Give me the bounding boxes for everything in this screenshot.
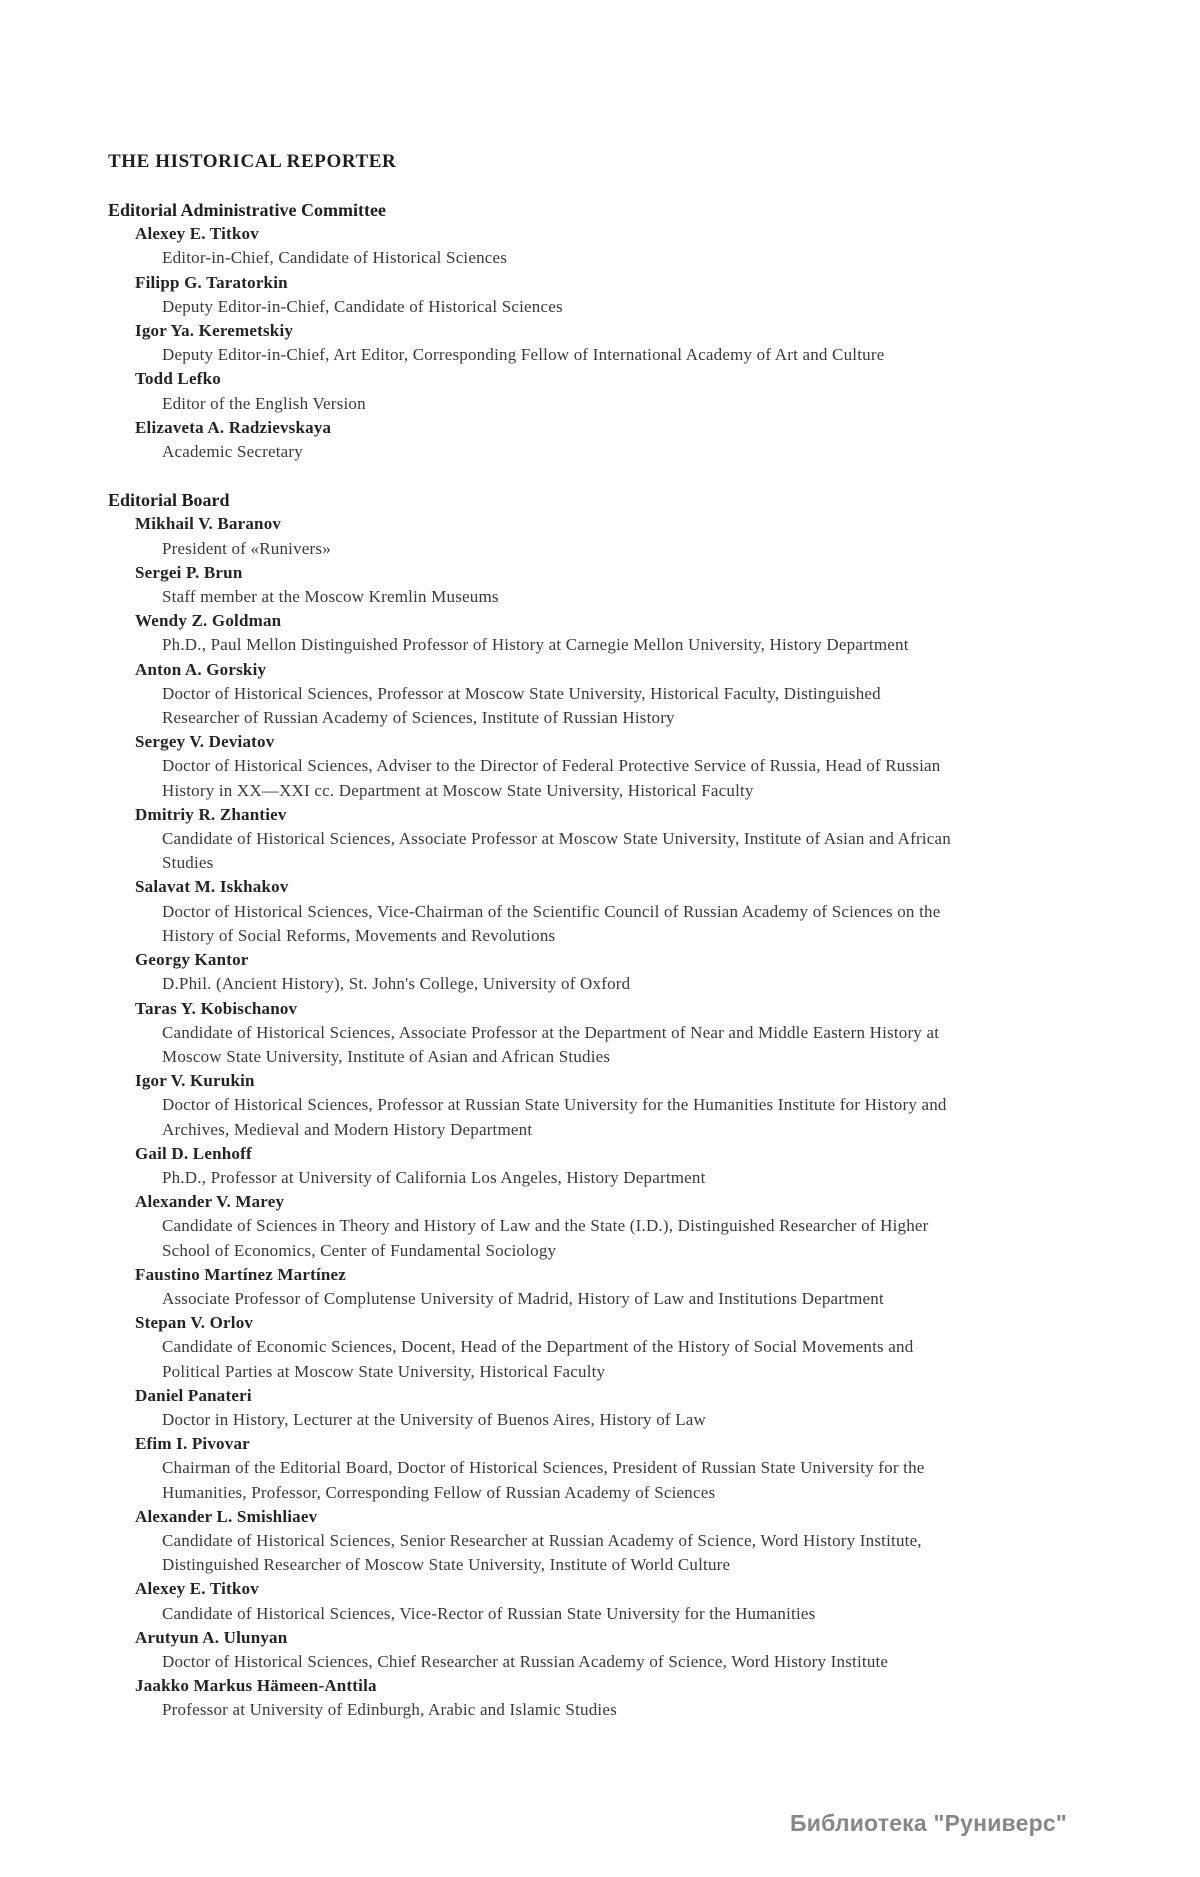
member-list: [108, 512, 1078, 1722]
member-entry: [108, 875, 1078, 948]
member-entry: [108, 512, 1078, 560]
member-name: Arutyun A. Ulunyan: [135, 1627, 288, 1647]
member-entry: [108, 1626, 1078, 1674]
member-role: Doctor of Historical Sciences, Chief Researcher at Russian Academy of Science, Word History Institute: [162, 1651, 889, 1671]
member-role: Editor-in-Chief, Candidate of Historical Sciences: [162, 248, 508, 268]
member-role: Candidate of Sciences in Theory and History of Law and the State (I.D.), Distinguished Researcher of Higher School of Economics, Center of Fundamental Sociology: [162, 1216, 929, 1260]
member-entry: [108, 609, 1078, 657]
member-role: Ph.D., Paul Mellon Distinguished Professor of History at Carnegie Mellon University, History Department: [162, 635, 909, 655]
member-entry: [108, 271, 1078, 319]
member-role: Doctor of Historical Sciences, Vice-Chairman of the Scientific Council of Russian Academy of Sciences on the History of Social Reforms, Movements and Revolutions: [162, 901, 941, 945]
member-entry: [108, 1432, 1078, 1505]
member-entry: [108, 1190, 1078, 1263]
member-role: Ph.D., Professor at University of California Los Angeles, History Department: [162, 1167, 706, 1187]
member-role: Editor of the English Version: [162, 393, 366, 413]
member-name: Efim I. Pivovar: [135, 1434, 250, 1454]
member-name: Faustino Martínez Martínez: [135, 1264, 347, 1284]
member-role: Candidate of Historical Sciences, Associate Professor at the Department of Near and Middle Eastern History at Moscow State University, Institute of Asian and African Studies: [162, 1022, 940, 1066]
member-entry: [108, 658, 1078, 731]
member-name: Wendy Z. Goldman: [135, 611, 282, 631]
member-role: Doctor of Historical Sciences, Adviser to the Director of Federal Protective Service of Russia, Head of Russian History in XX—XXI cc. Department at Moscow State University, Historical Faculty: [162, 756, 941, 800]
sections-container: [108, 198, 1078, 1723]
member-name: Salavat M. Iskhakov: [135, 877, 289, 897]
editorial-section: [108, 488, 1078, 1722]
member-role: Doctor of Historical Sciences, Professor at Moscow State University, Historical Faculty, Distinguished Researcher of Russian Academy of Sciences, Institute of Russian History: [162, 683, 881, 728]
library-watermark: Библиотека "Руниверс": [790, 1810, 1067, 1836]
member-name: Igor Ya. Keremetskiy: [135, 321, 294, 341]
member-name: Filipp G. Taratorkin: [135, 272, 288, 292]
member-role: Professor at University of Edinburgh, Arabic and Islamic Studies: [162, 1700, 617, 1720]
member-entry: [108, 1577, 1078, 1625]
member-entry: [108, 730, 1078, 803]
member-role: Candidate of Economic Sciences, Docent, Head of the Department of the History of Social Movements and Political Parties at Moscow State University, Historical Faculty: [162, 1337, 914, 1381]
member-name: Alexander L. Smishliaev: [135, 1506, 318, 1526]
member-name: Georgy Kantor: [135, 950, 249, 970]
member-name: Sergey V. Deviatov: [135, 732, 275, 752]
member-name: Gail D. Lenhoff: [135, 1143, 252, 1163]
member-role: Staff member at the Moscow Kremlin Museums: [162, 587, 499, 607]
member-entry: [108, 367, 1078, 415]
member-entry: [108, 1384, 1078, 1432]
member-entry: [108, 803, 1078, 876]
member-entry: [108, 1674, 1078, 1722]
member-name: Mikhail V. Baranov: [135, 514, 282, 534]
member-list: [108, 222, 1078, 464]
member-entry: [108, 1263, 1078, 1311]
member-role: Chairman of the Editorial Board, Doctor of Historical Sciences, President of Russian State University for the Humanities, Professor, Corresponding Fellow of Russian Academy of Sciences: [162, 1458, 925, 1502]
member-entry: [108, 319, 1078, 367]
member-name: Daniel Panateri: [135, 1385, 252, 1405]
section-heading: Editorial Board: [108, 490, 230, 511]
member-name: Taras Y. Kobischanov: [135, 998, 298, 1018]
member-entry: [108, 1142, 1078, 1190]
scanned-page: [108, 150, 1078, 1723]
member-entry: [108, 416, 1078, 464]
member-entry: [108, 222, 1078, 270]
member-role: President of «Runivers»: [162, 538, 331, 558]
member-name: Sergei P. Brun: [135, 562, 243, 582]
member-entry: [108, 948, 1078, 996]
member-role: Candidate of Historical Sciences, Vice-Rector of Russian State University for the Humanities: [162, 1603, 816, 1623]
member-entry: [108, 561, 1078, 609]
member-role: Deputy Editor-in-Chief, Candidate of Historical Sciences: [162, 296, 563, 316]
section-heading: Editorial Administrative Committee: [108, 200, 386, 220]
member-name: Todd Lefko: [135, 369, 221, 389]
member-role: D.Phil. (Ancient History), St. John's College, University of Oxford: [162, 974, 631, 994]
member-role: Candidate of Historical Sciences, Senior Researcher at Russian Academy of Science, Word History Institute, Distinguished Researcher of Moscow State University, Institute of World Culture: [162, 1530, 922, 1575]
member-entry: [108, 997, 1078, 1070]
member-entry: [108, 1505, 1078, 1578]
page-title: THE HISTORICAL REPORTER: [108, 151, 397, 172]
member-role: Candidate of Historical Sciences, Associate Professor at Moscow State University, Institute of Asian and African Studies: [162, 829, 951, 873]
member-role: Associate Professor of Complutense University of Madrid, History of Law and Institutions Department: [162, 1288, 884, 1308]
member-role: Deputy Editor-in-Chief, Art Editor, Corresponding Fellow of International Academy of Art and Culture: [162, 345, 885, 365]
member-role: Academic Secretary: [162, 442, 303, 462]
member-role: Doctor of Historical Sciences, Professor at Russian State University for the Humanities Institute for History and Archives, Medieval and Modern History Department: [162, 1095, 947, 1139]
member-name: Alexander V. Marey: [135, 1192, 285, 1212]
member-role: Doctor in History, Lecturer at the University of Buenos Aires, History of Law: [162, 1409, 707, 1429]
editorial-section: [108, 198, 1078, 464]
member-name: Elizaveta A. Radzievskaya: [135, 417, 332, 437]
member-name: Anton A. Gorskiy: [135, 659, 267, 679]
member-name: Igor V. Kurukin: [135, 1071, 255, 1091]
member-entry: [108, 1311, 1078, 1384]
member-name: Dmitriy R. Zhantiev: [135, 804, 287, 824]
member-name: Alexey E. Titkov: [135, 1579, 259, 1599]
member-entry: [108, 1069, 1078, 1142]
member-name: Alexey E. Titkov: [135, 224, 259, 244]
member-name: Stepan V. Orlov: [135, 1313, 254, 1333]
member-name: Jaakko Markus Hämeen-Anttila: [135, 1676, 377, 1696]
